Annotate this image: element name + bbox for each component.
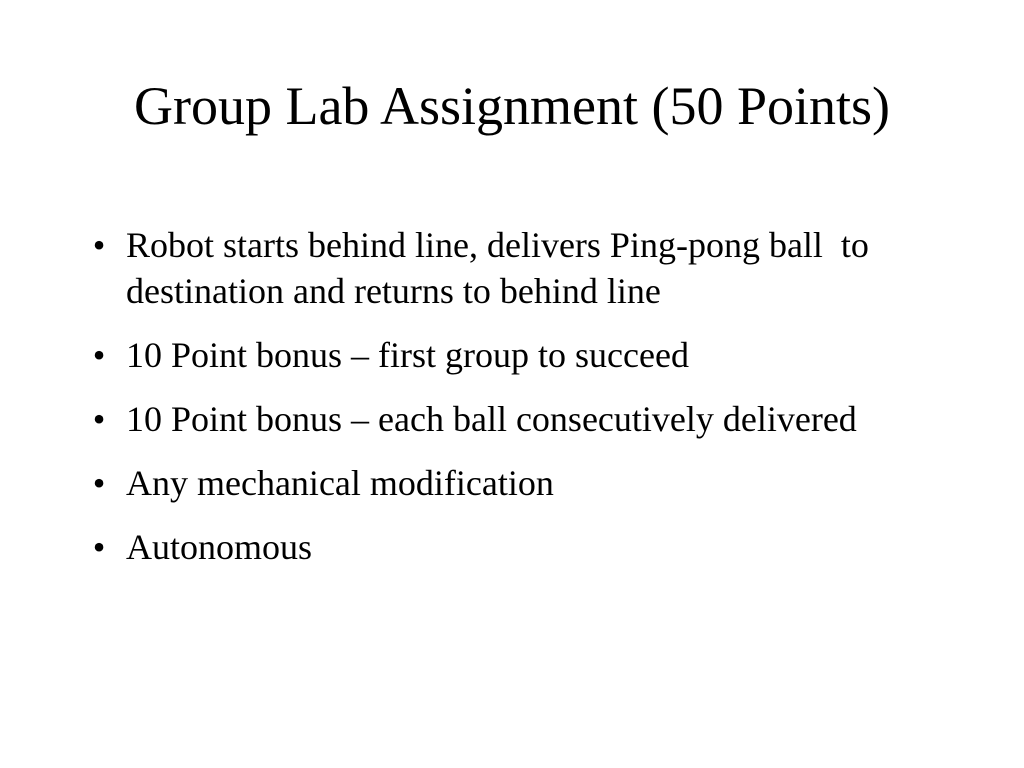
slide-title: Group Lab Assignment (50 Points): [134, 76, 890, 136]
bullet-dot-icon: •: [92, 463, 106, 503]
bullet-dot-icon: •: [92, 225, 106, 265]
bullet-item: [84, 460, 964, 506]
bullet-text: Autonomous: [126, 527, 313, 567]
bullet-text: 10 Point bonus – first group to succeed: [126, 335, 689, 375]
bullet-dot-icon: •: [92, 527, 106, 567]
bullet-item: [84, 396, 964, 442]
bullet-item: [84, 222, 964, 314]
bullet-dot-icon: •: [92, 335, 106, 375]
bullet-text: Any mechanical modification: [126, 463, 554, 503]
bullet-item: [84, 332, 964, 378]
bullet-list: [84, 222, 964, 588]
bullet-item: [84, 524, 964, 570]
bullet-dot-icon: •: [92, 399, 106, 439]
bullet-text: 10 Point bonus – each ball consecutively delivered: [126, 399, 857, 439]
bullet-text: Robot starts behind line, delivers Ping-pong ball to destination and returns to behind line: [126, 225, 878, 311]
